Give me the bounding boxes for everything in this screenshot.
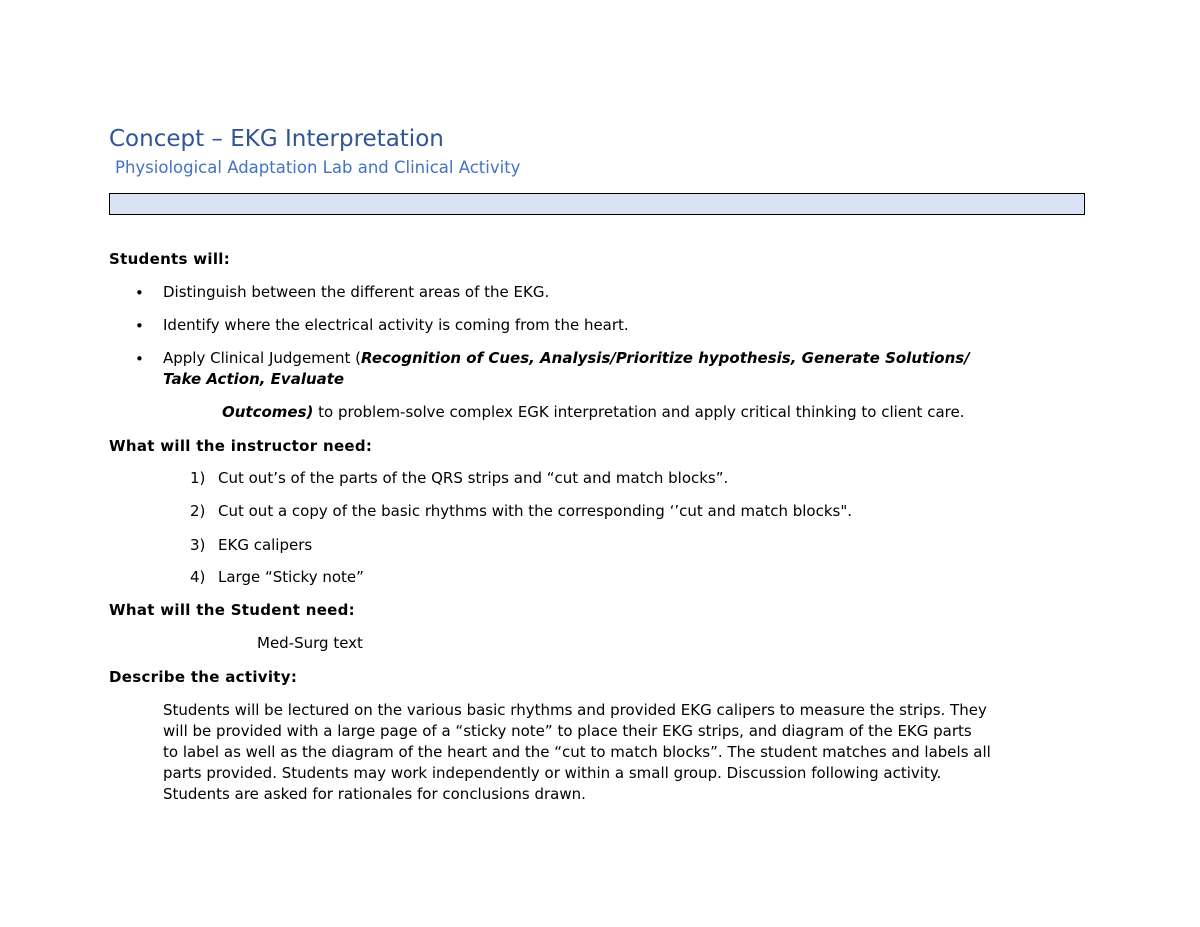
paragraph-line: will be provided with a large page of a “sticky note” to place their EKG strips, and diagram of the EKG parts (163, 722, 972, 740)
bullet-icon: • (135, 317, 144, 335)
student-need-heading: What will the Student need: (109, 601, 355, 619)
list-item: EKG calipers (218, 536, 313, 554)
list-item: Identify where the electrical activity is coming from the heart. (163, 316, 629, 334)
page-title: Concept – EKG Interpretation (109, 126, 444, 152)
clinical-outcomes: Outcomes) (222, 403, 314, 421)
bullet-icon: • (135, 284, 144, 302)
clinical-prefix: Apply Clinical Judgement ( (163, 349, 362, 367)
list-number: 3) (190, 536, 206, 554)
header-band (109, 193, 1085, 215)
page-subtitle: Physiological Adaptation Lab and Clinical Activity (115, 158, 521, 177)
list-item: Cut out’s of the parts of the QRS strips and “cut and match blocks”. (218, 469, 729, 487)
list-number: 4) (190, 568, 206, 586)
list-item: Cut out a copy of the basic rhythms with the corresponding ‘’cut and match blocks". (218, 502, 852, 520)
clinical-outcomes-line (222, 402, 964, 422)
clinical-emphasis-continued: Take Action, Evaluate (163, 370, 345, 388)
paragraph-line: parts provided. Students may work independently or within a small group. Discussion following activity. (163, 764, 942, 782)
instructor-need-heading: What will the instructor need: (109, 437, 373, 455)
list-item: Large “Sticky note” (218, 568, 364, 586)
activity-description (163, 700, 991, 805)
list-number: 2) (190, 502, 206, 520)
activity-heading: Describe the activity: (109, 668, 298, 686)
paragraph-line: Students will be lectured on the various basic rhythms and provided EKG calipers to measure the strips. They (163, 701, 987, 719)
list-item: Distinguish between the different areas of the EKG. (163, 283, 550, 301)
clinical-emphasis: Recognition of Cues, Analysis/Prioritize hypothesis, Generate Solutions/ (361, 349, 970, 367)
clinical-suffix: to problem-solve complex EGK interpretation and apply critical thinking to client care. (313, 403, 965, 421)
paragraph-line: Students are asked for rationales for conclusions drawn. (163, 785, 586, 803)
student-need-text: Med-Surg text (257, 634, 363, 652)
list-number: 1) (190, 469, 206, 487)
students-will-heading: Students will: (109, 250, 231, 268)
bullet-icon: • (135, 350, 144, 368)
paragraph-line: to label as well as the diagram of the heart and the “cut to match blocks”. The student matches and labels all (163, 743, 991, 761)
list-item-clinical-judgement (163, 348, 970, 368)
